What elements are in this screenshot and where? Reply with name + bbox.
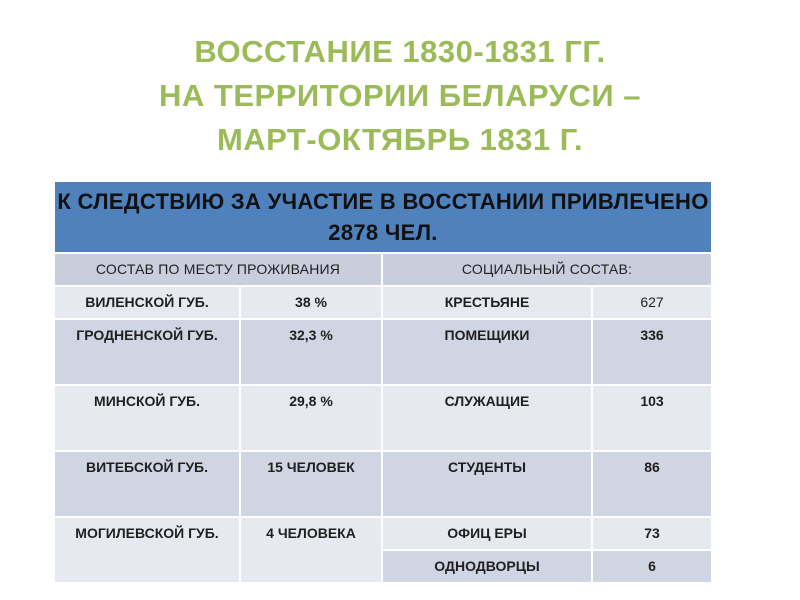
region-value: 15 ЧЕЛОВЕК — [240, 451, 382, 517]
social-count: 86 — [592, 451, 712, 517]
uprising-statistics-table — [53, 180, 713, 584]
social-group: ОДНОДВОРЦЫ — [382, 550, 592, 583]
region-name: МОГИЛЕВСКОЙ ГУБ. — [54, 517, 240, 583]
social-group: ОФИЦ ЕРЫ — [382, 517, 592, 550]
social-group: ПОМЕЩИКИ — [382, 319, 592, 385]
social-count: 73 — [592, 517, 712, 550]
region-name: МИНСКОЙ ГУБ. — [54, 385, 240, 451]
table-row — [54, 517, 712, 550]
social-group: КРЕСТЬЯНЕ — [382, 286, 592, 319]
table-row — [54, 451, 712, 517]
table-row — [54, 286, 712, 319]
region-name: ГРОДНЕНСКОЙ ГУБ. — [54, 319, 240, 385]
region-name: ВИТЕБСКОЙ ГУБ. — [54, 451, 240, 517]
table-row — [54, 385, 712, 451]
social-group: СЛУЖАЩИЕ — [382, 385, 592, 451]
region-value: 32,3 % — [240, 319, 382, 385]
title-line-2: НА ТЕРРИТОРИИ БЕЛАРУСИ – — [159, 78, 641, 113]
social-count: 103 — [592, 385, 712, 451]
region-value: 38 % — [240, 286, 382, 319]
region-name: ВИЛЕНСКОЙ ГУБ. — [54, 286, 240, 319]
social-count: 627 — [592, 286, 712, 319]
region-value: 4 ЧЕЛОВЕКА — [240, 517, 382, 583]
table-row — [54, 319, 712, 385]
residence-column-header: СОСТАВ ПО МЕСТУ ПРОЖИВАНИЯ — [54, 253, 382, 286]
social-group: СТУДЕНТЫ — [382, 451, 592, 517]
slide-title — [0, 30, 800, 162]
social-column-header: СОЦИАЛЬНЫЙ СОСТАВ: — [382, 253, 712, 286]
title-line-3: МАРТ-ОКТЯБРЬ 1831 Г. — [216, 122, 584, 157]
social-count: 336 — [592, 319, 712, 385]
table-header: К СЛЕДСТВИЮ ЗА УЧАСТИЕ В ВОССТАНИИ ПРИВЛЕЧЕНО 2878 ЧЕЛ. — [54, 181, 712, 253]
region-value: 29,8 % — [240, 385, 382, 451]
social-count: 6 — [592, 550, 712, 583]
title-line-1: ВОССТАНИЕ 1830-1831 ГГ. — [194, 34, 606, 69]
